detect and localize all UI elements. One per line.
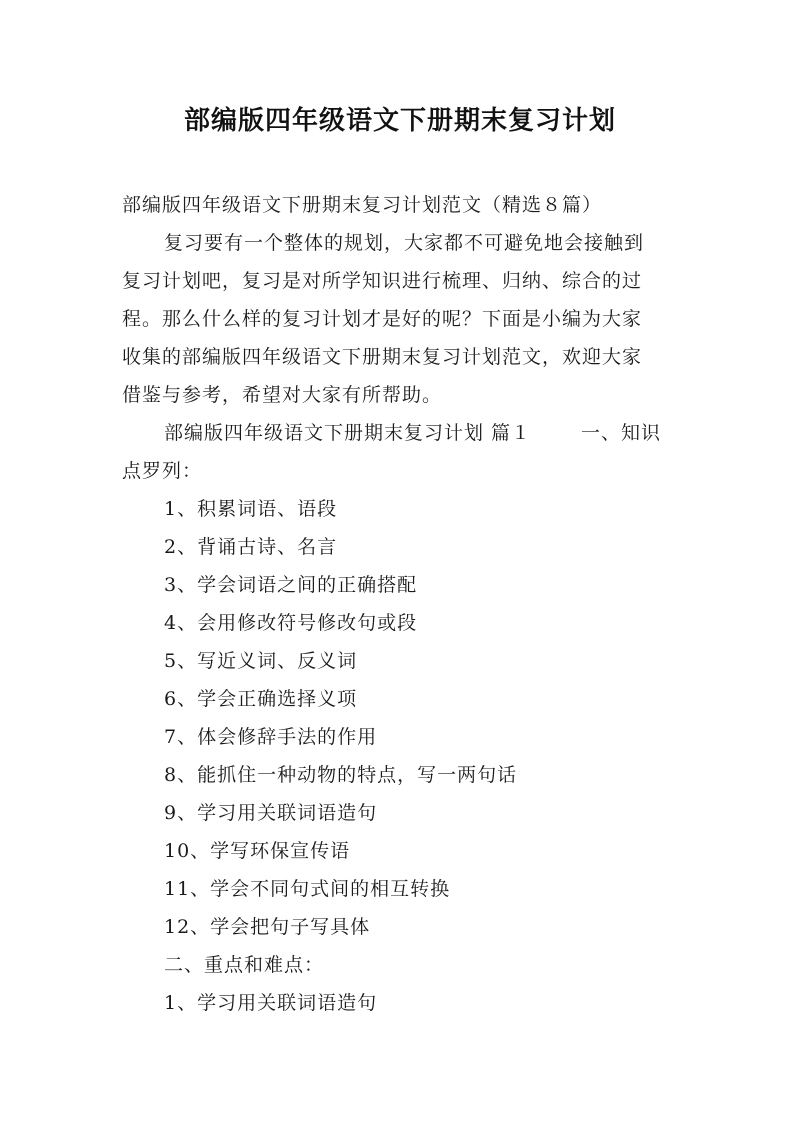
list-item: 8、能抓住一种动物的特点，写一两句话 (164, 764, 518, 786)
intro-line: 借鉴与参考，希望对大家有所帮助。 (122, 384, 443, 406)
list-item: 3、学会词语之间的正确搭配 (164, 574, 418, 596)
list-item: 7、体会修辞手法的作用 (164, 726, 378, 748)
chapter-heading: 部编版四年级语文下册期末复习计划 篇１ (164, 422, 532, 444)
list-item: 2、背诵古诗、名言 (164, 536, 338, 558)
intro-line: 收集的部编版四年级语文下册期末复习计划范文，欢迎大家 (122, 346, 643, 368)
list-item: 4、会用修改符号修改句或段 (164, 612, 418, 634)
list-item: 5、写近义词、反义词 (164, 650, 358, 672)
intro-line: 复习要有一个整体的规划，大家都不可避免地会接触到 (164, 232, 645, 254)
document-body (122, 186, 682, 1022)
chapter-heading-line (122, 414, 682, 452)
document-subtitle: 部编版四年级语文下册期末复习计划范文（精选８篇） (122, 194, 603, 216)
list-item: 12、学会把句子写具体 (164, 916, 371, 938)
list-item: 6、学会正确选择义项 (164, 688, 358, 710)
list-item: 9、学习用关联词语造句 (164, 802, 378, 824)
list-item: 1、学习用关联词语造句 (164, 992, 378, 1014)
section2-heading: 二、重点和难点： (164, 954, 325, 976)
intro-line: 复习计划吧，复习是对所学知识进行梳理、归纳、综合的过 (122, 270, 643, 292)
list-item: 10、学写环保宣传语 (164, 840, 351, 862)
section1-heading-end: 点罗列： (122, 460, 203, 482)
list-item: 11、学会不同句式间的相互转换 (164, 878, 451, 900)
intro-line: 程。那么什么样的复习计划才是好的呢？下面是小编为大家 (122, 308, 643, 330)
document-title: 部编版四年级语文下册期末复习计划 (183, 106, 616, 136)
list-item: 1、积累词语、语段 (164, 498, 338, 520)
section1-heading-start: 一、知识 (581, 422, 662, 444)
